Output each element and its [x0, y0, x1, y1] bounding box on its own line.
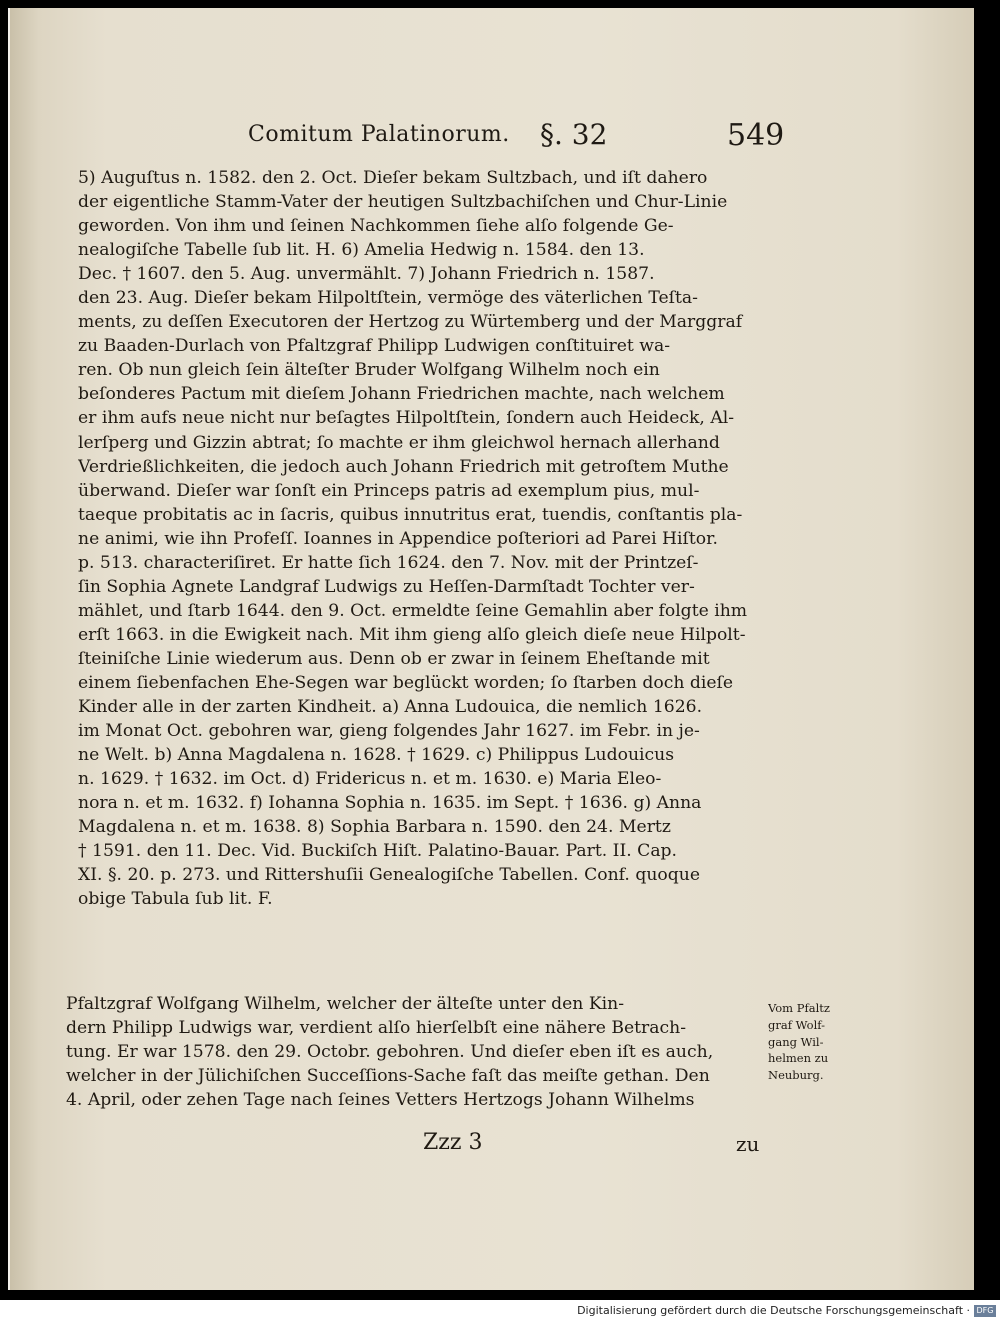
scan-border-top	[0, 0, 1000, 8]
text-line: geworden. Von ihm und ſeinen Nachkommen ſiehe alſo folgende Ge-	[78, 216, 674, 237]
dfg-logo-icon: DFG	[974, 1305, 996, 1317]
text-line: dern Philipp Ludwigs war, verdient alſo hierſelbſt eine nähere Betrach-	[66, 1018, 687, 1039]
text-line: nora n. et m. 1632. f) Iohanna Sophia n. 1635. im Sept. † 1636. g) Anna	[78, 793, 702, 814]
page-number: 549	[727, 118, 785, 153]
text-line: ren. Ob nun gleich ſein älteſter Bruder Wolfgang Wilhelm noch ein	[78, 360, 660, 381]
page-header	[0, 118, 1000, 158]
text-line: beſonderes Pactum mit dieſem Johann Friedrichen machte, nach welchem	[78, 384, 725, 405]
text-line: im Monat Oct. gebohren war, gieng folgendes Jahr 1627. im Febr. in je-	[78, 721, 700, 742]
section-number: §. 32	[540, 118, 608, 151]
footer-bar	[0, 1300, 1000, 1323]
text-line: nealogiſche Tabelle ſub lit. H. 6) Amelia Hedwig n. 1584. den 13.	[78, 240, 645, 261]
text-line: Pfaltzgraf Wolfgang Wilhelm, welcher der älteſte unter den Kin-	[66, 994, 625, 1014]
margin-note-line: gang Wil-	[768, 1034, 824, 1049]
text-line: ne animi, wie ihn Profeſſ. Ioannes in Appendice poſteriori ad Parei Hiſtor.	[78, 528, 718, 549]
second-paragraph	[66, 992, 772, 1112]
text-line: p. 513. characteriſiret. Er hatte ſich 1624. den 7. Nov. mit der Printzeſ-	[78, 552, 699, 573]
text-line: tung. Er war 1578. den 29. Octobr. gebohren. Und dieſer eben iſt es auch,	[66, 1042, 714, 1063]
text-line: lerſperg und Gizzin abtrat; ſo machte er ihm gleichwol hernach allerhand	[78, 432, 720, 453]
margin-note-line: Neuburg.	[768, 1068, 824, 1083]
signature-mark: Zzz 3	[423, 1130, 483, 1155]
margin-note-line: Vom Pfaltz	[768, 1001, 830, 1015]
scan-border-bottom	[0, 1290, 1000, 1300]
text-line: n. 1629. † 1632. im Oct. d) Fridericus n. et m. 1630. e) Maria Eleo-	[78, 769, 662, 790]
text-line: 5) Auguſtus n. 1582. den 2. Oct. Dieſer bekam Sultzbach, und iſt dahero	[78, 168, 708, 188]
main-paragraph	[78, 166, 770, 911]
text-line: Verdrießlichkeiten, die jedoch auch Johann Friedrich mit getroſtem Muthe	[78, 456, 729, 477]
text-line: Kinder alle in der zarten Kindheit. a) Anna Ludouica, die nemlich 1626.	[78, 697, 703, 718]
margin-note-line: helmen zu	[768, 1051, 829, 1066]
text-line: Dec. † 1607. den 5. Aug. unvermählt. 7) Johann Friedrich n. 1587.	[78, 264, 655, 285]
text-line: der eigentliche Stamm-Vater der heutigen Sultzbachiſchen und Chur-Linie	[78, 192, 728, 213]
text-line: er ihm aufs neue nicht nur beſagtes Hilpoltſtein, ſondern auch Heideck, Al-	[78, 408, 735, 429]
text-line: ments, zu deſſen Executoren der Hertzog zu Würtemberg und der Marggraf	[78, 312, 743, 333]
text-line: mählet, und ſtarb 1644. den 9. Oct. ermeldte ſeine Gemahlin aber folgte ihm	[78, 600, 748, 621]
text-line: 4. April, oder zehen Tage nach ſeines Vetters Hertzogs Johann Wilhelms	[66, 1090, 695, 1111]
text-line: erſt 1663. in die Ewigkeit nach. Mit ihm gieng alſo gleich dieſe neue Hilpolt-	[78, 624, 746, 645]
text-line: überwand. Dieſer war ſonſt ein Princeps patris ad exemplum pius, mul-	[78, 480, 700, 501]
scan-border-right	[974, 0, 1000, 1300]
text-line: ne Welt. b) Anna Magdalena n. 1628. † 1629. c) Philippus Ludouicus	[78, 745, 675, 766]
scan-border-left	[0, 0, 8, 1300]
text-line: XI. §. 20. p. 273. und Rittershuſii Genealogiſche Tabellen. Conf. quoque	[78, 865, 700, 886]
text-line: den 23. Aug. Dieſer bekam Hilpoltſtein, vermöge des väterlichen Teſta-	[78, 288, 698, 309]
catchword: zu	[736, 1132, 760, 1156]
running-title: Comitum Palatinorum.	[248, 122, 510, 147]
funding-credit: Digitalisierung gefördert durch die Deutsche Forschungsgemeinschaft ·	[577, 1304, 970, 1317]
text-line: obige Tabula ſub lit. F.	[78, 889, 273, 910]
text-line: taeque probitatis ac in ſacris, quibus innutritus erat, tuendis, conſtantis pla-	[78, 504, 743, 525]
text-line: † 1591. den 11. Dec. Vid. Buckiſch Hiſt. Palatino-Bauar. Part. II. Cap.	[78, 841, 678, 862]
text-line: ſin Sophia Agnete Landgraf Ludwigs zu Heſſen-Darmſtadt Tochter ver-	[78, 576, 695, 597]
text-line: welcher in der Jülichiſchen Succeſſions-Sache faſt das meiſte gethan. Den	[66, 1066, 710, 1087]
margin-note-line: graf Wolf-	[768, 1017, 826, 1032]
text-line: Magdalena n. et m. 1638. 8) Sophia Barbara n. 1590. den 24. Mertz	[78, 817, 671, 838]
margin-note	[768, 1000, 844, 1084]
text-line: einem ſiebenfachen Ehe-Segen war beglückt worden; ſo ſtarben doch dieſe	[78, 672, 734, 693]
text-line: zu Baaden-Durlach von Pfaltzgraf Philipp Ludwigen conſtituiret wa-	[78, 336, 671, 357]
text-line: ſteiniſche Linie wiederum aus. Denn ob er zwar in ſeinem Eheſtande mit	[78, 648, 710, 669]
